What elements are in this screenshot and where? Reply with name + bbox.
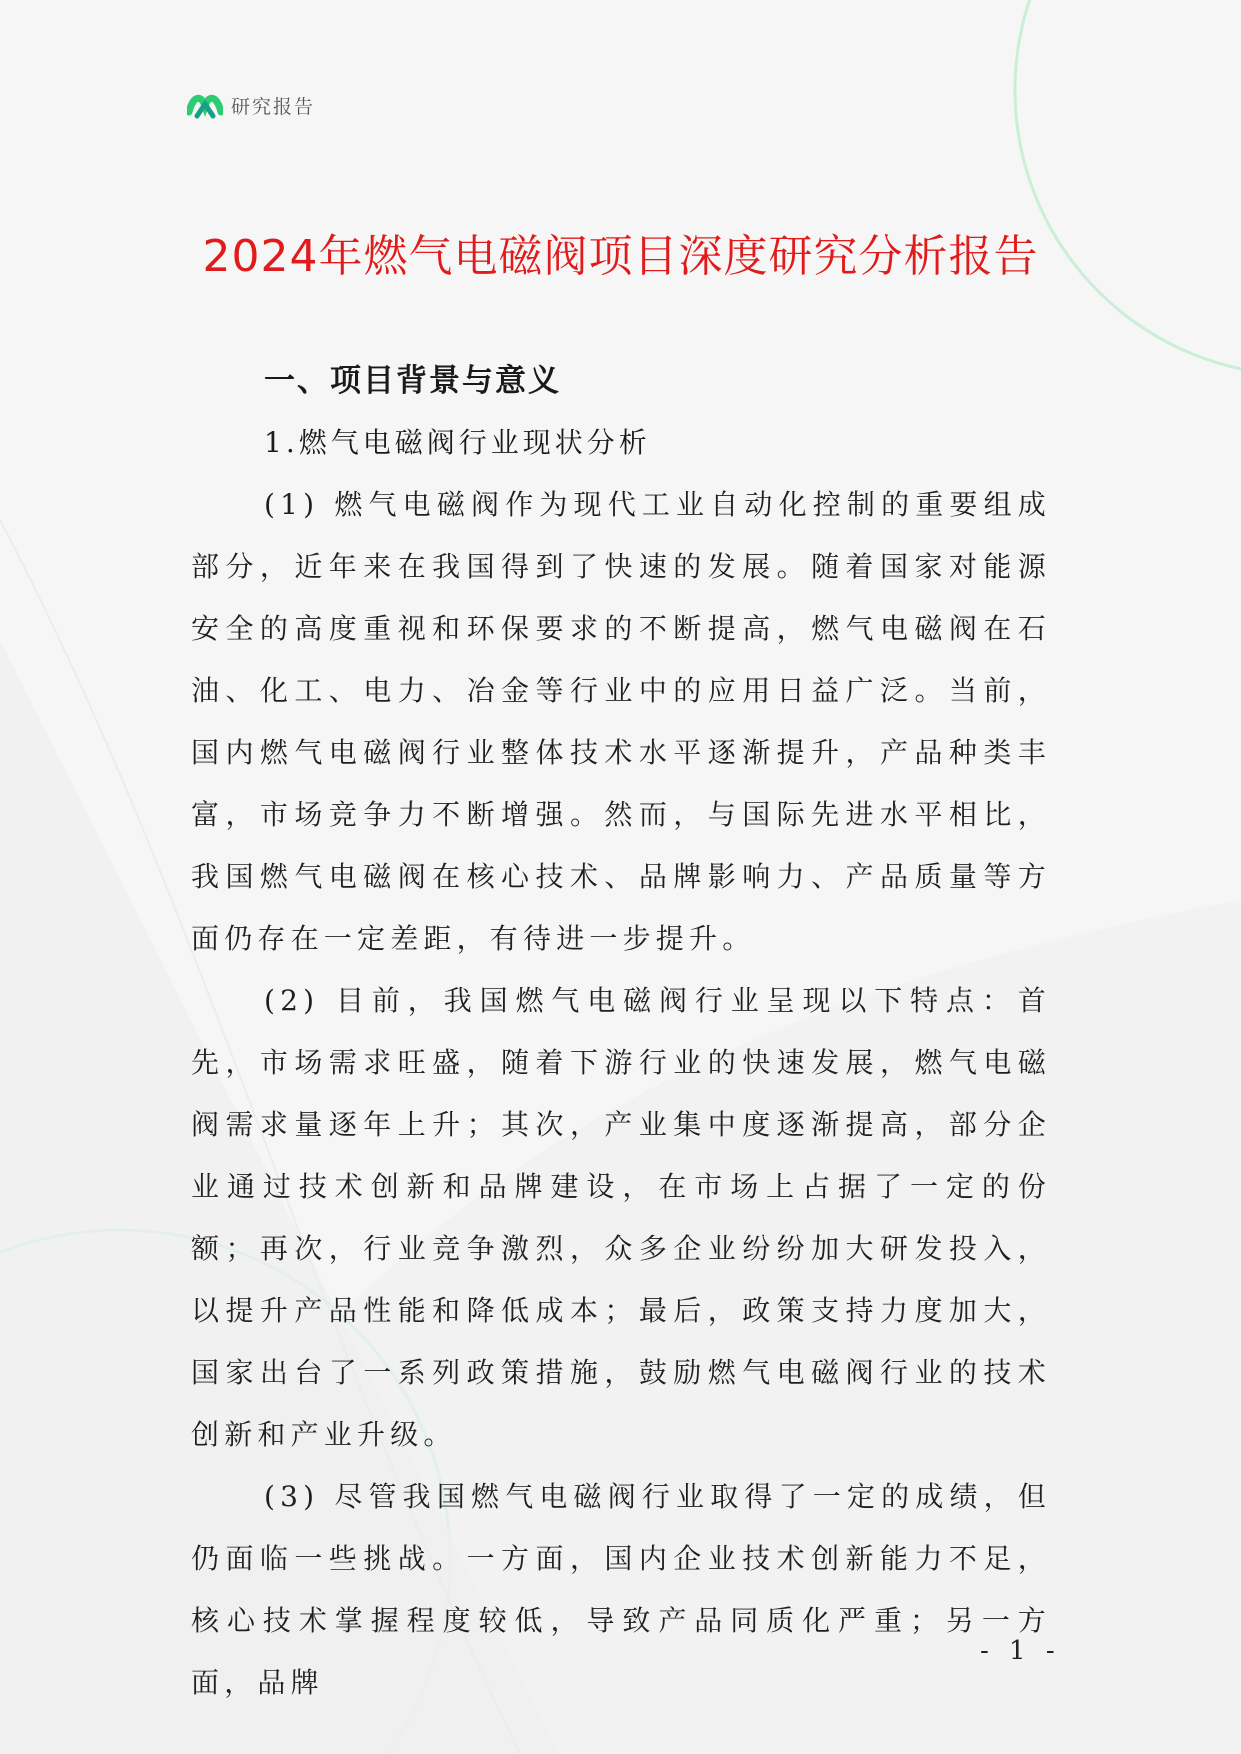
paragraph-2: (2) 目前，我国燃气电磁阀行业呈现以下特点：首先，市场需求旺盛，随着下游行业的快速发展，燃气电磁阀需求量逐年上升；其次，产业集中度逐渐提高，部分企业通过技术创新和品牌建设，在市场上占据了一定的份额；再次，行业竞争激烈，众多企业纷纷加大研发投入，以提升产品性能和降低成本；最后，政策支持力度加大，国家出台了一系列政策措施，鼓励燃气电磁阀行业的技术创新和产业升级。 bbox=[191, 984, 1051, 1451]
paragraph-1: (1) 燃气电磁阀作为现代工业自动化控制的重要组成部分，近年来在我国得到了快速的发展。随着国家对能源安全的高度重视和环保要求的不断提高，燃气电磁阀在石油、化工、电力、冶金等行业中的应用日益广泛。当前，国内燃气电磁阀行业整体技术水平逐渐提升，产品种类丰富，市场竞争力不断增强。然而，与国际先进水平相比，我国燃气电磁阀在核心技术、品牌影响力、产品质量等方面仍存在一定差距，有待进一步提升。 bbox=[191, 488, 1051, 955]
section-heading: 一、项目背景与意义 bbox=[264, 363, 561, 399]
brand-logo-icon bbox=[187, 90, 223, 120]
header-label: 研究报告 bbox=[231, 95, 316, 118]
paragraph-3: (3) 尽管我国燃气电磁阀行业取得了一定的成绩，但仍面临一些挑战。一方面，国内企业技术创新能力不足，核心技术掌握程度较低，导致产品同质化严重；另一方面，品牌 bbox=[191, 1480, 1051, 1699]
page-number: - 1 - bbox=[980, 1636, 1061, 1666]
document-body bbox=[191, 350, 1051, 1714]
report-header bbox=[187, 90, 315, 120]
document-title: 2024年燃气电磁阀项目深度研究分析报告 bbox=[202, 231, 1039, 282]
section-subheading: 1.燃气电磁阀行业现状分析 bbox=[264, 426, 651, 459]
